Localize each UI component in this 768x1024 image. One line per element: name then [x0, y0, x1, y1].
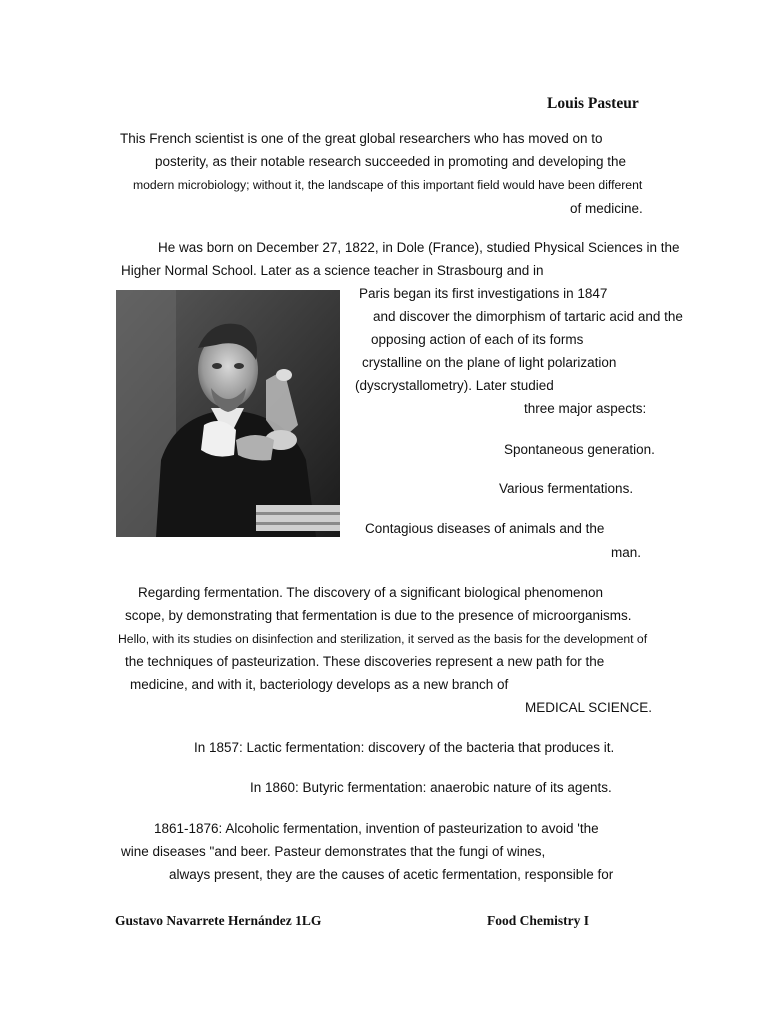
page-title: Louis Pasteur — [547, 95, 639, 112]
portrait-photo-image — [116, 290, 340, 537]
text-line: posterity, as their notable research succeeded in promoting and developing the — [155, 154, 627, 169]
text-line: medicine, and with it, bacteriology develops as a new branch of — [130, 677, 509, 692]
text-line: In 1860: Butyric fermentation: anaerobic nature of its agents. — [250, 780, 612, 795]
text-line: In 1857: Lactic fermentation: discovery of the bacteria that produces it. — [194, 740, 615, 755]
text-line: (dyscrystallometry). Later studied — [355, 378, 554, 393]
text-line: and discover the dimorphism of tartaric acid and the — [373, 309, 683, 324]
text-line: Paris began its first investigations in 1847 — [359, 286, 608, 301]
text-line: This French scientist is one of the great global researchers who has moved on to — [120, 131, 603, 146]
text-line: He was born on December 27, 1822, in Dole (France), studied Physical Sciences in the — [158, 240, 680, 255]
list-item: man. — [611, 545, 642, 560]
footer-author: Gustavo Navarrete Hernández 1LG — [115, 913, 322, 928]
text-line: of medicine. — [570, 201, 643, 216]
text-line: wine diseases "and beer. Pasteur demonstrates that the fungi of wines, — [121, 844, 546, 859]
text-line: opposing action of each of its forms — [371, 332, 584, 347]
text-line: 1861-1876: Alcoholic fermentation, invention of pasteurization to avoid 'the — [154, 821, 599, 836]
text-line: MEDICAL SCIENCE. — [525, 700, 653, 715]
text-line: Regarding fermentation. The discovery of a significant biological phenomenon — [138, 585, 604, 600]
list-item: Contagious diseases of animals and the — [365, 521, 605, 536]
text-line: crystalline on the plane of light polarization — [362, 355, 617, 370]
text-line: modern microbiology; without it, the landscape of this important field would have been different — [133, 178, 643, 192]
text-line: scope, by demonstrating that fermentation is due to the presence of microorganisms. — [125, 608, 632, 623]
list-item: Spontaneous generation. — [504, 442, 655, 457]
text-line: always present, they are the causes of acetic fermentation, responsible for — [169, 867, 614, 882]
list-item: Various fermentations. — [499, 481, 634, 496]
portrait-photo — [116, 290, 340, 537]
text-line: three major aspects: — [524, 401, 647, 416]
footer-course: Food Chemistry I — [487, 913, 589, 928]
text-line: Higher Normal School. Later as a science teacher in Strasbourg and in — [121, 263, 544, 278]
text-line: Hello, with its studies on disinfection and sterilization, it served as the basis for the development of — [118, 632, 648, 646]
text-line: the techniques of pasteurization. These discoveries represent a new path for the — [125, 654, 605, 669]
